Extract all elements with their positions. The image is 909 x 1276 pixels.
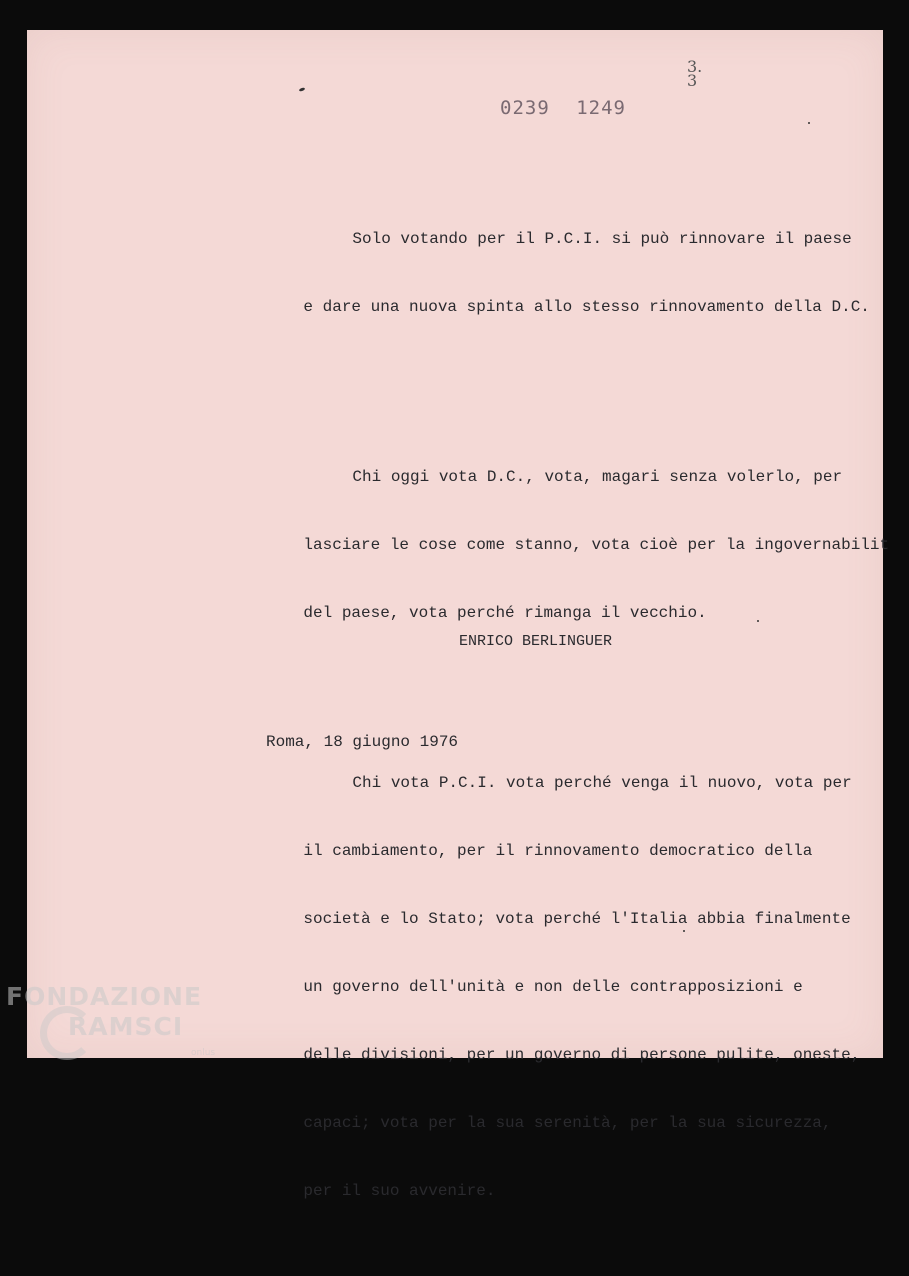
text-line: per il suo avvenire. — [303, 1182, 496, 1200]
watermark-logo — [6, 982, 216, 1058]
text-line: del paese, vota perché rimanga il vecchio. — [303, 604, 707, 622]
page-mark: 3. 3 — [687, 57, 703, 90]
paragraph-2 — [265, 426, 889, 664]
text-line: Solo votando per il P.C.I. si può rinnovare il paese — [352, 230, 852, 248]
watermark-line2: RAMSCI — [68, 1012, 184, 1041]
text-line: Chi oggi vota D.C., vota, magari senza volerlo, per — [352, 468, 843, 486]
text-line: Chi vota P.C.I. vota perché venga il nuovo, vota per — [352, 774, 852, 792]
watermark-line1: FONDAZIONE — [6, 982, 203, 1011]
signature: ENRICO BERLINGUER — [459, 633, 613, 650]
paragraph-3 — [265, 732, 889, 1242]
text-line: delle divisioni, per un governo di persone pulite, oneste, — [303, 1046, 861, 1064]
text-line: un governo dell'unità e non delle contrapposizioni e — [303, 978, 803, 996]
letter-body — [265, 120, 889, 1276]
paragraph-1 — [265, 188, 889, 358]
ink-speck — [299, 87, 306, 92]
text-line: il cambiamento, per il rinnovamento democratico della — [303, 842, 813, 860]
text-line: società e lo Stato; vota perché l'Italia abbia finalmente — [303, 910, 851, 928]
watermark-suffix: onlus — [191, 1048, 216, 1058]
place-date: Roma, 18 giugno 1976 — [266, 733, 459, 751]
text-line: lasciare le cose come stanno, vota cioè per la ingovernabilit — [303, 536, 890, 554]
text-line: e dare una nuova spinta allo stesso rinnovamento della D.C. — [303, 298, 870, 316]
archive-number: 0239 1249 — [500, 97, 626, 119]
text-line: capaci; vota per la sua serenità, per la sua sicurezza, — [303, 1114, 832, 1132]
